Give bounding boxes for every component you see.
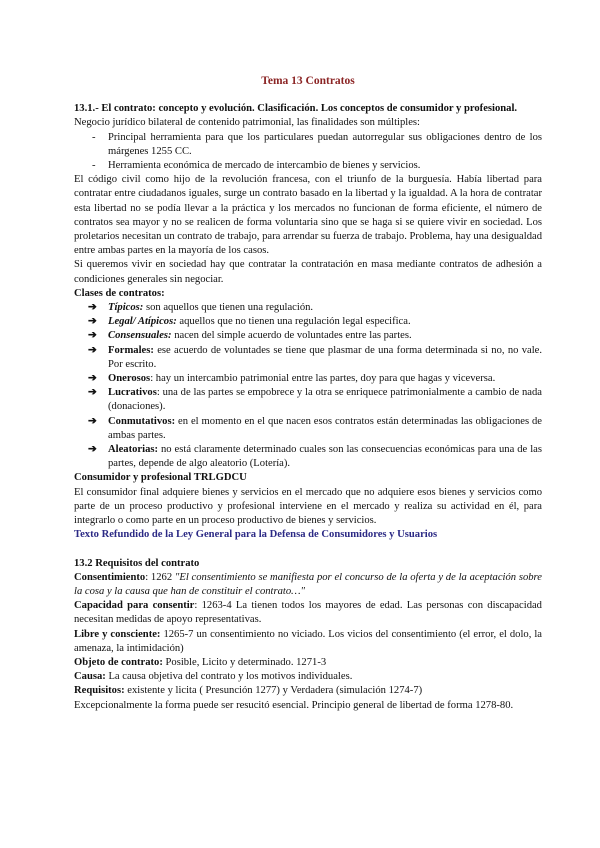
list-item: - Principal herramienta para que los particulares puedan autorregular sus obligaciones dentro de los márgenes 1255 CC. — [92, 131, 542, 159]
cause-paragraph — [74, 670, 542, 684]
class-term: Legal/ Atípicos: — [108, 316, 177, 328]
class-description: : una de las partes se empobrece y la otra se enriquece patrimonialmente a cambio de nada (donaciones). — [108, 387, 542, 413]
consent-article: : 1262 — [145, 571, 175, 583]
form-paragraph: Excepcionalmente la forma puede ser resucitó esencial. Principio general de libertad de forma 1278-80. — [74, 699, 514, 711]
consent-paragraph — [74, 571, 542, 599]
section-2-heading: 13.2 Requisitos del contrato — [74, 557, 200, 569]
object-text: Posible, Licito y determinado. 1271-3 — [162, 656, 327, 668]
list-item: - Herramienta económica de mercado de intercambio de bienes y servicios. — [92, 159, 542, 173]
class-description: en el momento en el que nacen esos contratos están determinadas las obligaciones de ambas partes. — [108, 415, 542, 441]
list-item — [88, 301, 542, 315]
contract-classes-list — [74, 301, 542, 471]
class-term: Conmutativos: — [108, 415, 176, 427]
class-description: ese acuerdo de voluntades se tiene que plasmar de una forma determinada si no, no vale. Por escrito. — [108, 344, 542, 370]
arrow-right-icon: ➔ — [88, 387, 97, 399]
requirements-term: Requisitos: — [74, 685, 125, 697]
capacity-paragraph — [74, 599, 542, 627]
history-paragraph: El código civil como hijo de la revolución francesa, con el triunfo de la burguesía. Había libertad para contratar entre ciudadanos iguales, surge un contrato basado en la libertad y la igualdad. A la hora de contratar esta libertad no se podía llevar a la práctica y los mercados no funcionan de forma eficiente, el número de contratos sea mayor y no se realicen de forma voluntaria sino que se haga si se quiere vivir en sociedad. Los proletarios necesitan un contrato de trabajo, para arrendar su fuerza de trabajo. Problema, hay una desigualdad entre ambas partes en la mayoría de los casos. — [74, 174, 542, 257]
list-item — [88, 415, 542, 443]
class-description: no está claramente determinado cuales son las consecuencias económicas para una de las partes, depende de algo aleatorio (Lotería). — [108, 444, 542, 470]
arrow-right-icon: ➔ — [88, 444, 97, 456]
class-term: Aleatorias: — [108, 444, 159, 456]
class-term: Lucrativos — [108, 387, 157, 399]
arrow-right-icon: ➔ — [88, 415, 97, 427]
arrow-right-icon: ➔ — [88, 373, 97, 385]
mass-contracting-paragraph: Si queremos vivir en sociedad hay que contratar la contratación en masa mediante contratos de adhesión a condiciones generales sin negociar. — [74, 259, 542, 285]
section-1-intro: Negocio jurídico bilateral de contenido patrimonial, las finalidades son múltiples: — [74, 117, 420, 129]
capacity-term: Capacidad para consentir — [74, 600, 195, 612]
class-description: aquellos que no tienen una regulación legal especifica. — [176, 316, 411, 328]
class-description: : hay un intercambio patrimonial entre las partes, doy para que hagas y viceversa. — [150, 373, 496, 385]
class-term: Onerosos — [108, 373, 151, 385]
arrow-right-icon: ➔ — [88, 344, 97, 356]
list-item — [88, 329, 542, 343]
class-description: nacen del simple acuerdo de voluntades entre las partes. — [171, 330, 412, 342]
cause-text: La causa objetiva del contrato y los motivos individuales. — [105, 671, 353, 683]
class-term: Consensuales: — [108, 330, 172, 342]
requirements-text: existente y licita ( Presunción 1277) y Verdadera (simulación 1274-7) — [124, 685, 423, 697]
class-description: son aquellos que tienen una regulación. — [143, 302, 314, 314]
free-consent-term: Libre y consciente: — [74, 628, 161, 640]
list-item — [88, 315, 542, 329]
document-body — [74, 74, 542, 713]
requirements-paragraph — [74, 684, 542, 698]
purpose-list — [74, 131, 542, 174]
object-paragraph — [74, 656, 542, 670]
list-item — [88, 443, 542, 471]
arrow-right-icon: ➔ — [88, 316, 97, 328]
class-term: Formales: — [108, 344, 154, 356]
capacity-text: : 1263-4 La tienen todos los mayores de edad. Las personas con discapacidad necesitan medidas de apoyo representativas. — [74, 600, 542, 626]
arrow-right-icon: ➔ — [88, 330, 97, 342]
free-consent-paragraph — [74, 628, 542, 656]
contract-classes-heading: Clases de contratos: — [74, 287, 165, 299]
list-item — [88, 372, 542, 386]
consent-quote: "El consentimiento se manifiesta por el concurso de la oferta y de la aceptación sobre la cosa y la causa que han de constituir el contrato…" — [74, 571, 542, 597]
consent-term: Consentimiento — [74, 571, 146, 583]
cause-term: Causa: — [74, 671, 106, 683]
section-1-heading: 13.1.- El contrato: concepto y evolución. Clasificación. Los conceptos de consumidor y profesional. — [74, 103, 518, 115]
free-consent-text: 1265-7 un consentimiento no viciado. Los vicios del consentimiento (el error, el dolo, la amenaza, la intimidación) — [74, 628, 543, 654]
law-reference-link[interactable]: Texto Refundido de la Ley General para la Defensa de Consumidores y Usuarios — [74, 529, 438, 541]
consumer-paragraph: El consumidor final adquiere bienes y servicios en el mercado que no adquiere esos bienes y servicios como parte de un proceso productivo y profesional interviene en el mercado y realiza su actividad en él, para integrarlo o como parte en un proceso productivo de bienes y servicios. — [74, 486, 542, 527]
class-term: Típicos: — [108, 302, 144, 314]
consumer-heading: Consumidor y profesional TRLGDCU — [74, 472, 247, 484]
document-title: Tema 13 Contratos — [261, 75, 355, 87]
list-item — [88, 386, 542, 414]
object-term: Objeto de contrato: — [74, 656, 163, 668]
list-item — [88, 344, 542, 372]
arrow-right-icon: ➔ — [88, 302, 97, 314]
